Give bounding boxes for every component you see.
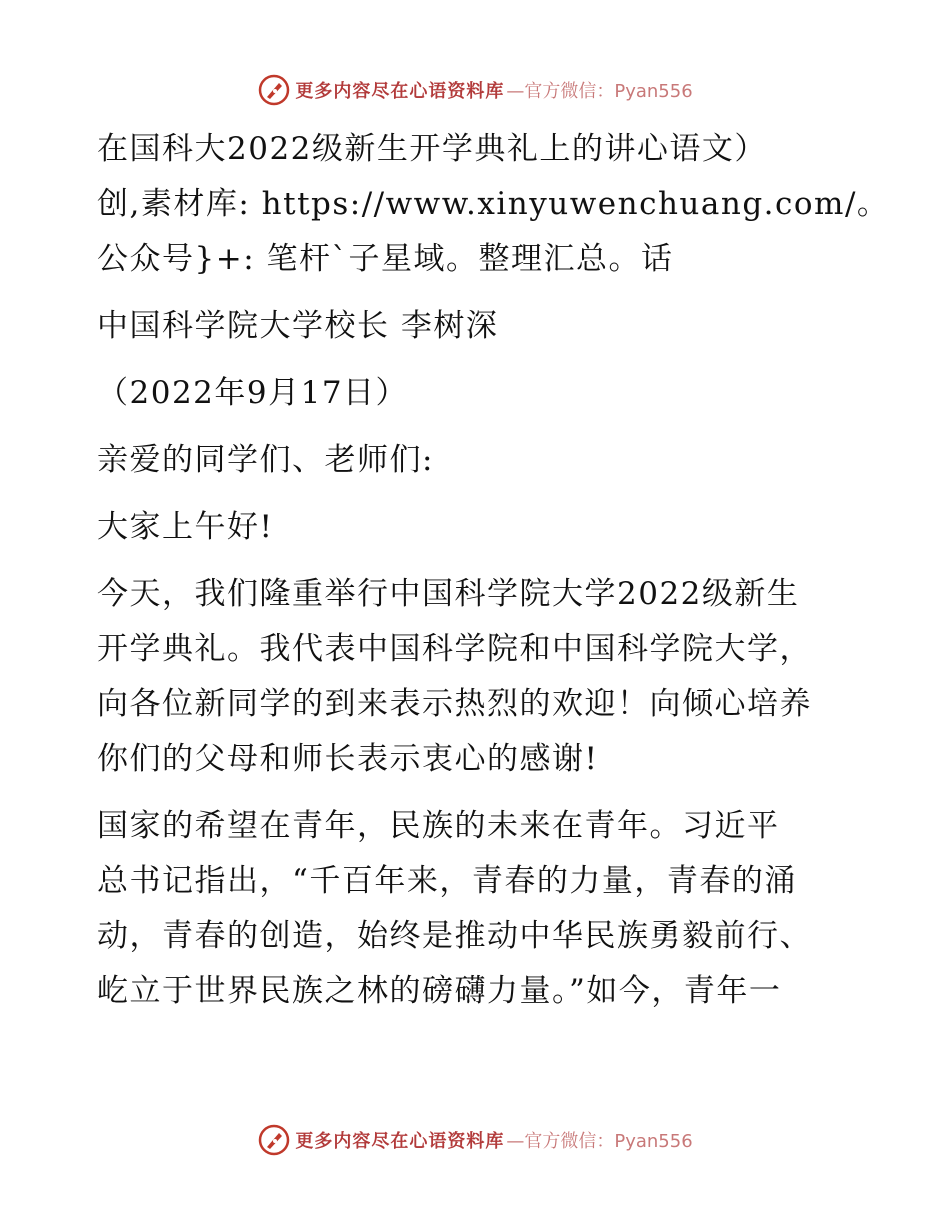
title-line-1: 在国科大2022级新生开学典礼上的讲心语文）: [97, 131, 767, 167]
paragraph2-line: 总书记指出，“千百年来，青春的力量，青春的涌: [97, 863, 797, 899]
pen-nib-logo-icon: [257, 73, 291, 107]
greeting-line: 亲爱的同学们、老师们:: [97, 442, 434, 478]
banner-wechat: —官方微信：Pyan556: [506, 81, 693, 102]
banner-title: 更多内容尽在心语资料库: [295, 1131, 505, 1152]
header-banner: [0, 70, 950, 110]
pen-nib-logo-icon: [257, 1123, 291, 1157]
paragraph2-line: 国家的希望在青年，民族的未来在青年。习近平: [97, 808, 780, 844]
title-line-3: 公众号}+: 笔杆`子星域。整理汇总。话: [97, 241, 674, 277]
paragraph1-line: 今天，我们隆重举行中国科学院大学2022级新生: [97, 576, 800, 612]
paragraph1-line: 向各位新同学的到来表示热烈的欢迎！向倾心培养: [97, 686, 812, 722]
salutation-line: 大家上午好!: [97, 509, 274, 545]
document-body: [97, 122, 897, 1019]
paragraph1-line: 你们的父母和师长表示衷心的感谢!: [97, 741, 599, 777]
banner-wechat: —官方微信：Pyan556: [506, 1131, 693, 1152]
paragraph2-line: 屹立于世界民族之林的磅礴力量。”如今，青年一: [97, 973, 782, 1009]
author-line: 中国科学院大学校长 李树深: [97, 308, 499, 344]
date-line: （2022年9月17日）: [97, 375, 409, 411]
title-line-2: 创,素材库: https://www.xinyuwenchuang.com/。: [97, 186, 890, 222]
banner-title: 更多内容尽在心语资料库: [295, 81, 505, 102]
paragraph1-line: 开学典礼。我代表中国科学院和中国科学院大学，: [97, 631, 812, 667]
paragraph2-line: 动，青春的创造，始终是推动中华民族勇毅前行、: [97, 918, 812, 954]
footer-banner: [0, 1120, 950, 1160]
